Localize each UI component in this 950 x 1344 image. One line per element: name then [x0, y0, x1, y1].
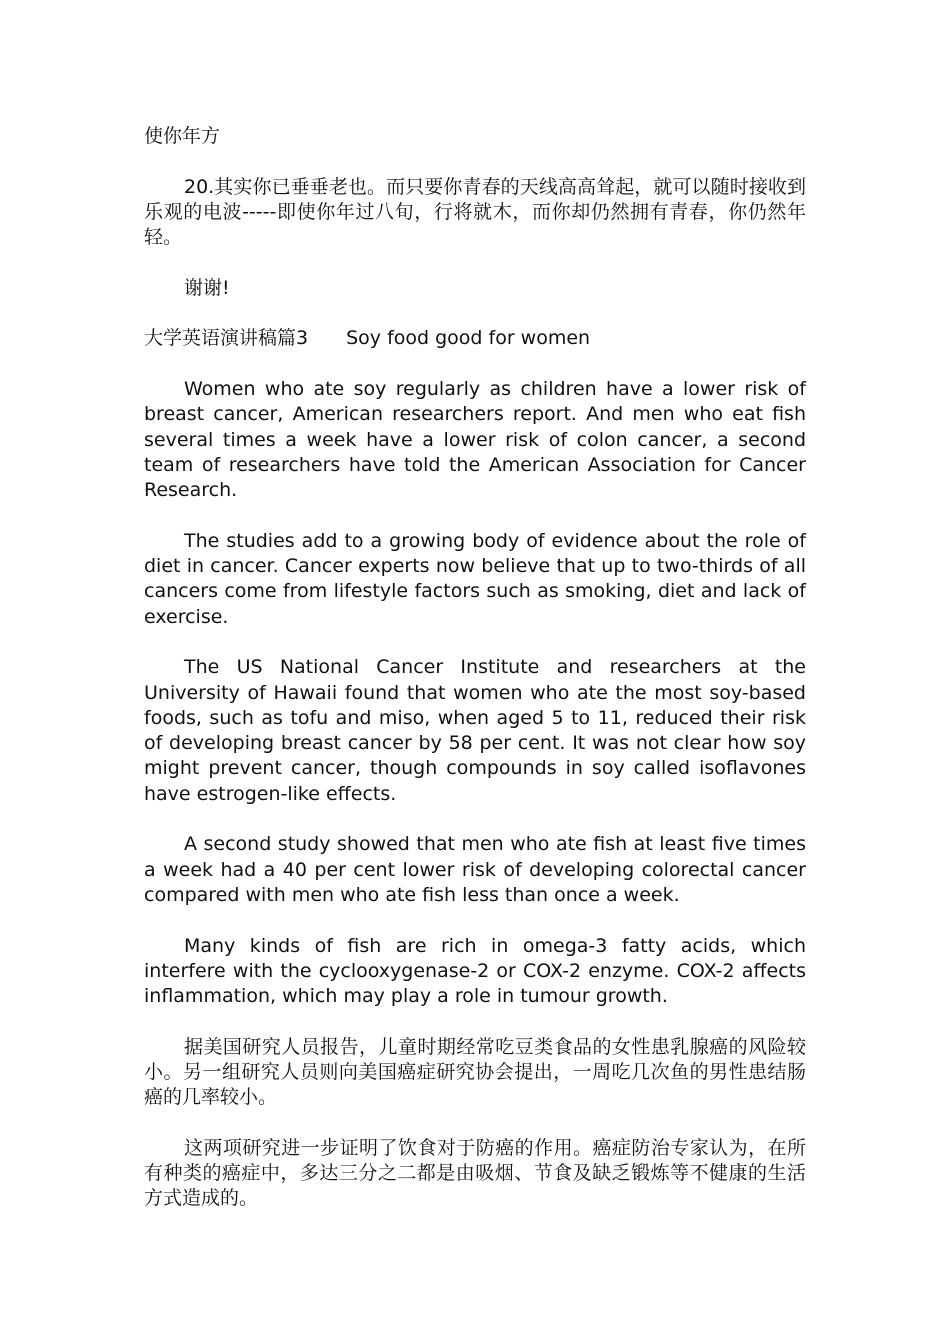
- section-heading-label: 大学英语演讲稿篇3: [144, 327, 309, 350]
- paragraph-fragment: 使你年方: [144, 125, 221, 147]
- paragraph-en-3: The US National Cancer Institute and researchers at the University of Hawaii found that women who ate the most soy-based foods, such as tofu and miso, when aged 5 to 11, reduced their risk of developing breast cancer by 58 per cent. It was not clear how soy might prevent cancer, though compounds in soy called isoflavones have estrogen-like effects.: [144, 656, 806, 805]
- paragraph-en-2: The studies add to a growing body of evidence about the role of diet in cancer. Cancer experts now believe that up to two-thirds of all cancers come from lifestyle factors such as smoking, diet and lack of exercise.: [144, 529, 806, 628]
- document-body: [144, 124, 806, 1237]
- paragraph-zh-1: 据美国研究人员报告，儿童时期经常吃豆类食品的女性患乳腺癌的风险较小。另一组研究人员则向美国癌症研究协会提出，一周吃几次鱼的男性患结肠癌的几率较小。: [144, 1035, 806, 1109]
- paragraph-thanks: 谢谢!: [184, 276, 230, 299]
- paragraph-zh-2: 这两项研究进一步证明了饮食对于防癌的作用。癌症防治专家认为，在所有种类的癌症中，多达三分之二都是由吸烟、节食及缺乏锻炼等不健康的生活方式造成的。: [144, 1136, 806, 1210]
- section-heading: [144, 326, 806, 351]
- paragraph-closing-quote: 20.其实你已垂垂老也。而只要你青春的天线高高耸起，就可以随时接收到乐观的电波-----即使你年过八旬，行将就木，而你却仍然拥有青春，你仍然年轻。: [144, 175, 806, 249]
- paragraph-en-4: A second study showed that men who ate fish at least five times a week had a 40 per cent lower risk of developing colorectal cancer compared with men who ate fish less than once a week.: [144, 833, 806, 906]
- paragraph-en-1: Women who ate soy regularly as children have a lower risk of breast cancer, American researchers report. And men who eat fish several times a week have a lower risk of colon cancer, a second team of researchers have told the American Association for Cancer Research.: [144, 377, 806, 502]
- paragraph-en-5: Many kinds of fish are rich in omega-3 fatty acids, which interfere with the cyclooxygenase-2 or COX-2 enzyme. COX-2 affects inflammation, which may play a role in tumour growth.: [144, 934, 806, 1008]
- section-heading-title: Soy food good for women: [346, 327, 591, 350]
